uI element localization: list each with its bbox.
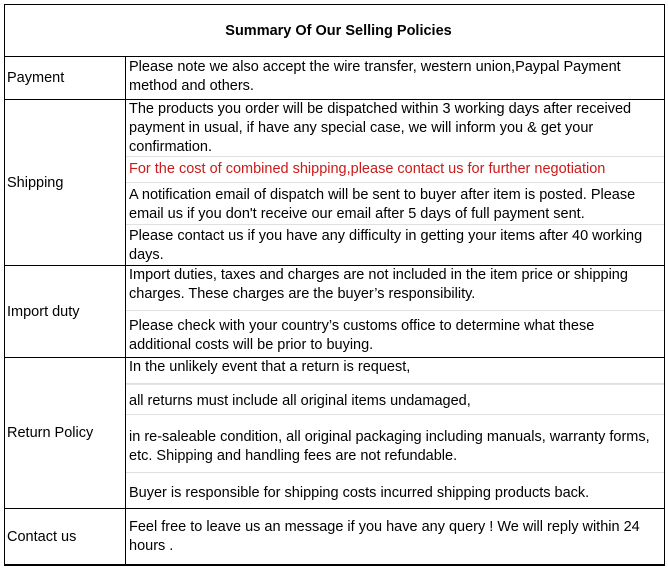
return-policy-row-3: in re-saleable condition, all original packaging including manuals, warranty forms, etc. Shipping and handling fees are not refundable. — [126, 416, 664, 473]
contact-us-label-cell — [5, 509, 126, 565]
payment-label: Payment — [7, 70, 65, 86]
shipping-row-3: A notification email of dispatch will be sent to buyer after item is posted. Please email us if you don't receive our email after 5 days of full payment sent. — [126, 186, 664, 225]
policy-table — [4, 4, 665, 566]
payment-content-cell — [126, 57, 664, 100]
contact-us-row-1: Feel free to leave us an message if you have any query ! We will reply within 24 hours . — [126, 509, 664, 564]
table-title: Summary Of Our Selling Policies — [225, 22, 452, 39]
return-policy-label: Return Policy — [7, 425, 94, 441]
table-title-row — [5, 5, 664, 57]
shipping-row-4: Please contact us if you have any difficulty in getting your items after 40 working days. — [126, 227, 664, 265]
return-policy-row-4: Buyer is responsible for shipping costs incurred shipping products back. — [126, 474, 664, 508]
contact-us-label: Contact us — [7, 528, 77, 545]
import-duty-label: Import duty — [7, 303, 80, 320]
payment-row-1: Please note we also accept the wire transfer, western union,Paypal Payment method and others. — [126, 58, 664, 98]
import-duty-content-cell — [126, 266, 664, 358]
payment-label-cell — [5, 57, 126, 100]
shipping-label: Shipping — [7, 174, 64, 191]
import-duty-row-1: Import duties, taxes and charges are not included in the item price or shipping charges. These charges are the buyer’s responsibility. — [126, 266, 664, 311]
shipping-label-cell — [5, 100, 126, 266]
return-policy-label-cell — [5, 358, 126, 509]
return-policy-row-1: In the unlikely event that a return is request, — [126, 358, 664, 384]
import-duty-row-2: Please check with your country’s customs office to determine what these additional costs will be prior to buying. — [126, 317, 664, 357]
shipping-row-2-highlight: For the cost of combined shipping,please contact us for further negotiation — [126, 160, 664, 183]
shipping-row-1: The products you order will be dispatched within 3 working days after received payment in usual, if have any special case, we will inform you & get your confirmation. — [126, 100, 664, 157]
import-duty-label-cell — [5, 266, 126, 358]
contact-us-content-cell — [126, 509, 664, 565]
return-policy-row-2: all returns must include all original items undamaged, — [126, 385, 664, 415]
return-policy-content-cell — [126, 358, 664, 509]
shipping-content-cell — [126, 100, 664, 266]
